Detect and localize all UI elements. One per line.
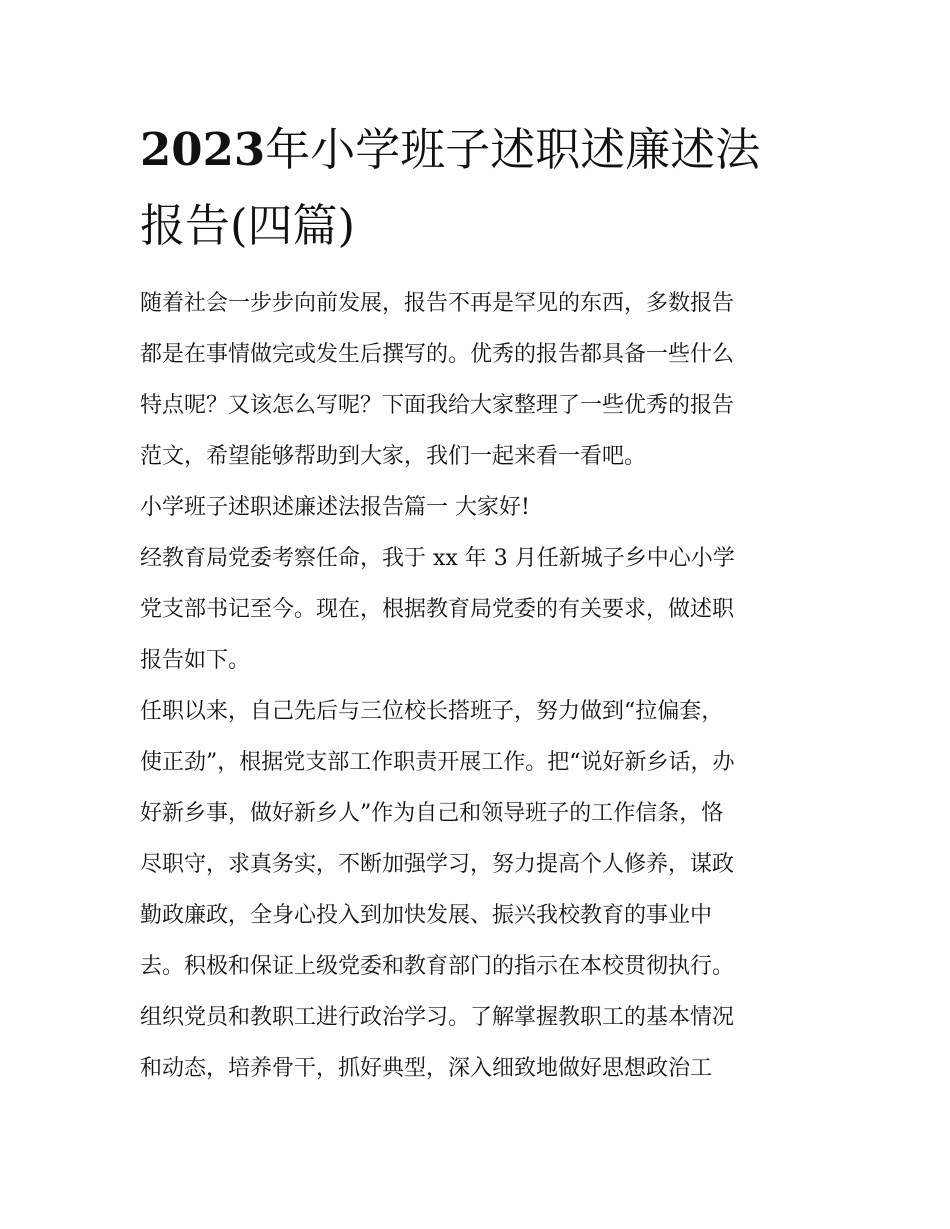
body-line: 都是在事情做完或发生后撰写的。优秀的报告都具备一些什么 (140, 342, 735, 367)
body-line: 好新乡事，做好新乡人”作为自己和领导班子的工作信条，恪 (140, 801, 724, 826)
title-year: 2023 (140, 123, 266, 176)
body-line: 随着社会一步步向前发展，报告不再是罕见的东西，多数报告 (140, 291, 735, 316)
title-line2-text: 报告(四篇) (140, 199, 356, 252)
body-line: 任职以来，自己先后与三位校长搭班子，努力做到“拉偏套， (140, 699, 724, 724)
body-line: 特点呢？又该怎么写呢？下面我给大家整理了一些优秀的报告 (140, 393, 735, 418)
body-line: 勤政廉政，全身心投入到加快发展、振兴我校教育的事业中 (140, 903, 713, 928)
document-title (140, 112, 820, 264)
section-heading: 小学班子述职述廉述法报告篇一 大家好! (140, 495, 530, 520)
body-line: 组织党员和教职工进行政治学习。了解掌握教职工的基本情况 (140, 1005, 735, 1030)
body-line: 报告如下。 (140, 648, 251, 673)
body-line: 党支部书记至今。现在，根据教育局党委的有关要求，做述职 (140, 597, 735, 622)
body-line: 范文，希望能够帮助到大家，我们一起来看一看吧。 (140, 444, 647, 469)
body-line: 和动态，培养骨干，抓好典型，深入细致地做好思想政治工 (140, 1056, 713, 1081)
title-line1-text: 年小学班子述职述廉述法 (265, 123, 761, 176)
document-body (140, 278, 816, 1094)
body-line: 尽职守，求真务实，不断加强学习，努力提高个人修养，谋政 (140, 852, 735, 877)
body-line: 使正劲”，根据党支部工作职责开展工作。把“说好新乡话，办 (140, 750, 735, 775)
body-line: 去。积极和保证上级党委和教育部门的指示在本校贯彻执行。 (140, 954, 735, 979)
body-line: 经教育局党委考察任命，我于 xx 年 3 月任新城子乡中心小学 (140, 546, 735, 571)
